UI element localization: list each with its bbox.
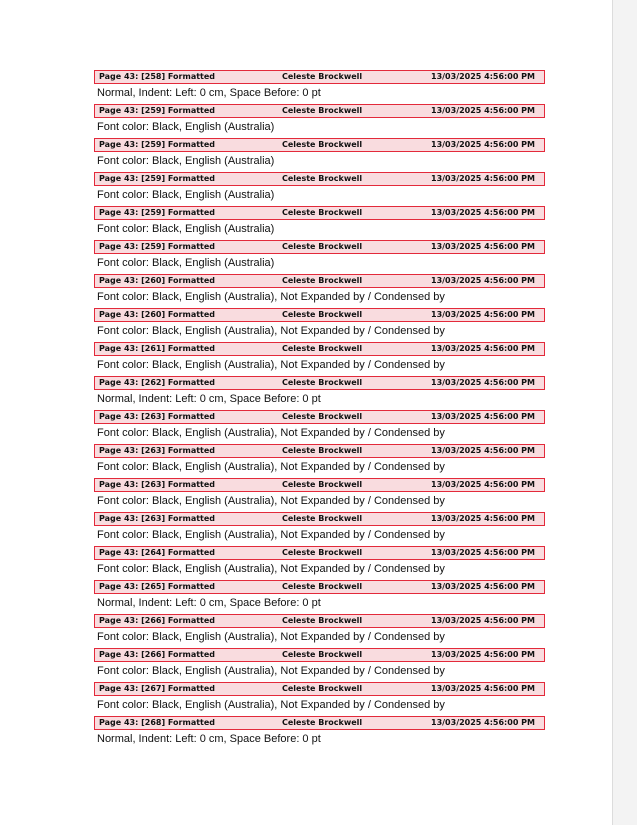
revision-entry <box>94 104 545 138</box>
revision-date: 13/03/2025 4:56:00 PM <box>431 514 535 523</box>
revision-date: 13/03/2025 4:56:00 PM <box>431 140 535 149</box>
revision-author: Celeste Brockwell <box>282 378 363 387</box>
revision-entry <box>94 274 545 308</box>
revision-date: 13/03/2025 4:56:00 PM <box>431 684 535 693</box>
revision-author: Celeste Brockwell <box>282 242 363 251</box>
revision-entry <box>94 546 545 580</box>
revision-entry <box>94 478 545 512</box>
revision-entry <box>94 512 545 546</box>
revision-reference: Page 43: [259] Formatted <box>99 140 216 149</box>
revision-list <box>94 70 545 750</box>
revision-header <box>94 138 545 152</box>
revision-header <box>94 512 545 526</box>
revision-reference: Page 43: [260] Formatted <box>99 276 216 285</box>
revision-header <box>94 444 545 458</box>
revision-entry <box>94 410 545 444</box>
revision-date: 13/03/2025 4:56:00 PM <box>431 242 535 251</box>
revision-detail: Font color: Black, English (Australia), Not Expanded by / Condensed by <box>97 427 445 439</box>
revision-date: 13/03/2025 4:56:00 PM <box>431 650 535 659</box>
revision-entry <box>94 206 545 240</box>
revision-author: Celeste Brockwell <box>282 174 363 183</box>
revision-reference: Page 43: [266] Formatted <box>99 616 216 625</box>
revision-entry <box>94 716 545 750</box>
revision-reference: Page 43: [260] Formatted <box>99 310 216 319</box>
revision-author: Celeste Brockwell <box>282 208 363 217</box>
revision-entry <box>94 70 545 104</box>
revision-detail: Font color: Black, English (Australia), Not Expanded by / Condensed by <box>97 529 445 541</box>
revision-detail: Font color: Black, English (Australia), Not Expanded by / Condensed by <box>97 325 445 337</box>
revision-header <box>94 206 545 220</box>
revision-detail: Font color: Black, English (Australia), Not Expanded by / Condensed by <box>97 291 445 303</box>
revision-reference: Page 43: [259] Formatted <box>99 242 216 251</box>
revision-reference: Page 43: [261] Formatted <box>99 344 216 353</box>
revision-header <box>94 648 545 662</box>
revision-date: 13/03/2025 4:56:00 PM <box>431 480 535 489</box>
revision-detail: Font color: Black, English (Australia), Not Expanded by / Condensed by <box>97 461 445 473</box>
revision-date: 13/03/2025 4:56:00 PM <box>431 106 535 115</box>
revision-header <box>94 546 545 560</box>
revision-header <box>94 478 545 492</box>
revision-header <box>94 376 545 390</box>
revision-author: Celeste Brockwell <box>282 480 363 489</box>
revision-author: Celeste Brockwell <box>282 140 363 149</box>
revision-reference: Page 43: [268] Formatted <box>99 718 216 727</box>
revision-author: Celeste Brockwell <box>282 514 363 523</box>
revision-detail: Font color: Black, English (Australia) <box>97 155 275 167</box>
revision-detail: Font color: Black, English (Australia), Not Expanded by / Condensed by <box>97 631 445 643</box>
revision-detail: Font color: Black, English (Australia) <box>97 121 275 133</box>
revision-date: 13/03/2025 4:56:00 PM <box>431 344 535 353</box>
revision-reference: Page 43: [263] Formatted <box>99 446 216 455</box>
revision-detail: Font color: Black, English (Australia) <box>97 257 275 269</box>
revision-header <box>94 308 545 322</box>
revision-author: Celeste Brockwell <box>282 106 363 115</box>
revision-reference: Page 43: [267] Formatted <box>99 684 216 693</box>
revision-header <box>94 410 545 424</box>
revision-header <box>94 580 545 594</box>
revision-detail: Normal, Indent: Left: 0 cm, Space Before: 0 pt <box>97 87 321 99</box>
revision-reference: Page 43: [263] Formatted <box>99 480 216 489</box>
revision-date: 13/03/2025 4:56:00 PM <box>431 616 535 625</box>
revision-author: Celeste Brockwell <box>282 548 363 557</box>
revision-header <box>94 104 545 118</box>
revision-author: Celeste Brockwell <box>282 412 363 421</box>
revision-author: Celeste Brockwell <box>282 310 363 319</box>
revision-author: Celeste Brockwell <box>282 684 363 693</box>
revision-date: 13/03/2025 4:56:00 PM <box>431 718 535 727</box>
revision-author: Celeste Brockwell <box>282 616 363 625</box>
revision-author: Celeste Brockwell <box>282 650 363 659</box>
revision-detail: Font color: Black, English (Australia), Not Expanded by / Condensed by <box>97 359 445 371</box>
revision-header <box>94 70 545 84</box>
revision-entry <box>94 138 545 172</box>
revision-date: 13/03/2025 4:56:00 PM <box>431 72 535 81</box>
revision-reference: Page 43: [266] Formatted <box>99 650 216 659</box>
revision-detail: Font color: Black, English (Australia) <box>97 223 275 235</box>
revision-reference: Page 43: [262] Formatted <box>99 378 216 387</box>
revision-author: Celeste Brockwell <box>282 446 363 455</box>
revision-detail: Normal, Indent: Left: 0 cm, Space Before: 0 pt <box>97 597 321 609</box>
revision-reference: Page 43: [264] Formatted <box>99 548 216 557</box>
revision-reference: Page 43: [263] Formatted <box>99 514 216 523</box>
revision-header <box>94 342 545 356</box>
revision-date: 13/03/2025 4:56:00 PM <box>431 208 535 217</box>
revision-reference: Page 43: [258] Formatted <box>99 72 216 81</box>
revision-date: 13/03/2025 4:56:00 PM <box>431 310 535 319</box>
revision-header <box>94 172 545 186</box>
revision-detail: Font color: Black, English (Australia), Not Expanded by / Condensed by <box>97 665 445 677</box>
revision-entry <box>94 614 545 648</box>
revision-entry <box>94 240 545 274</box>
revision-detail: Font color: Black, English (Australia) <box>97 189 275 201</box>
revision-date: 13/03/2025 4:56:00 PM <box>431 446 535 455</box>
revision-date: 13/03/2025 4:56:00 PM <box>431 174 535 183</box>
revision-header <box>94 682 545 696</box>
revision-author: Celeste Brockwell <box>282 718 363 727</box>
revision-entry <box>94 342 545 376</box>
revision-detail: Normal, Indent: Left: 0 cm, Space Before: 0 pt <box>97 733 321 745</box>
revision-entry <box>94 376 545 410</box>
revision-detail: Font color: Black, English (Australia), Not Expanded by / Condensed by <box>97 699 445 711</box>
revision-entry <box>94 172 545 206</box>
revision-detail: Normal, Indent: Left: 0 cm, Space Before: 0 pt <box>97 393 321 405</box>
revision-header <box>94 274 545 288</box>
revision-date: 13/03/2025 4:56:00 PM <box>431 582 535 591</box>
revision-reference: Page 43: [259] Formatted <box>99 106 216 115</box>
revision-entry <box>94 580 545 614</box>
revision-reference: Page 43: [259] Formatted <box>99 208 216 217</box>
revision-author: Celeste Brockwell <box>282 276 363 285</box>
revision-detail: Font color: Black, English (Australia), Not Expanded by / Condensed by <box>97 495 445 507</box>
revision-author: Celeste Brockwell <box>282 72 363 81</box>
revision-entry <box>94 444 545 478</box>
revision-entry <box>94 682 545 716</box>
revision-detail: Font color: Black, English (Australia), Not Expanded by / Condensed by <box>97 563 445 575</box>
revision-date: 13/03/2025 4:56:00 PM <box>431 276 535 285</box>
revision-entry <box>94 648 545 682</box>
revision-date: 13/03/2025 4:56:00 PM <box>431 548 535 557</box>
revision-header <box>94 716 545 730</box>
revision-date: 13/03/2025 4:56:00 PM <box>431 412 535 421</box>
revision-reference: Page 43: [265] Formatted <box>99 582 216 591</box>
revision-header <box>94 614 545 628</box>
revision-reference: Page 43: [259] Formatted <box>99 174 216 183</box>
revision-entry <box>94 308 545 342</box>
revision-date: 13/03/2025 4:56:00 PM <box>431 378 535 387</box>
revision-author: Celeste Brockwell <box>282 582 363 591</box>
revision-header <box>94 240 545 254</box>
revision-author: Celeste Brockwell <box>282 344 363 353</box>
revision-reference: Page 43: [263] Formatted <box>99 412 216 421</box>
viewer-gutter <box>612 0 637 825</box>
